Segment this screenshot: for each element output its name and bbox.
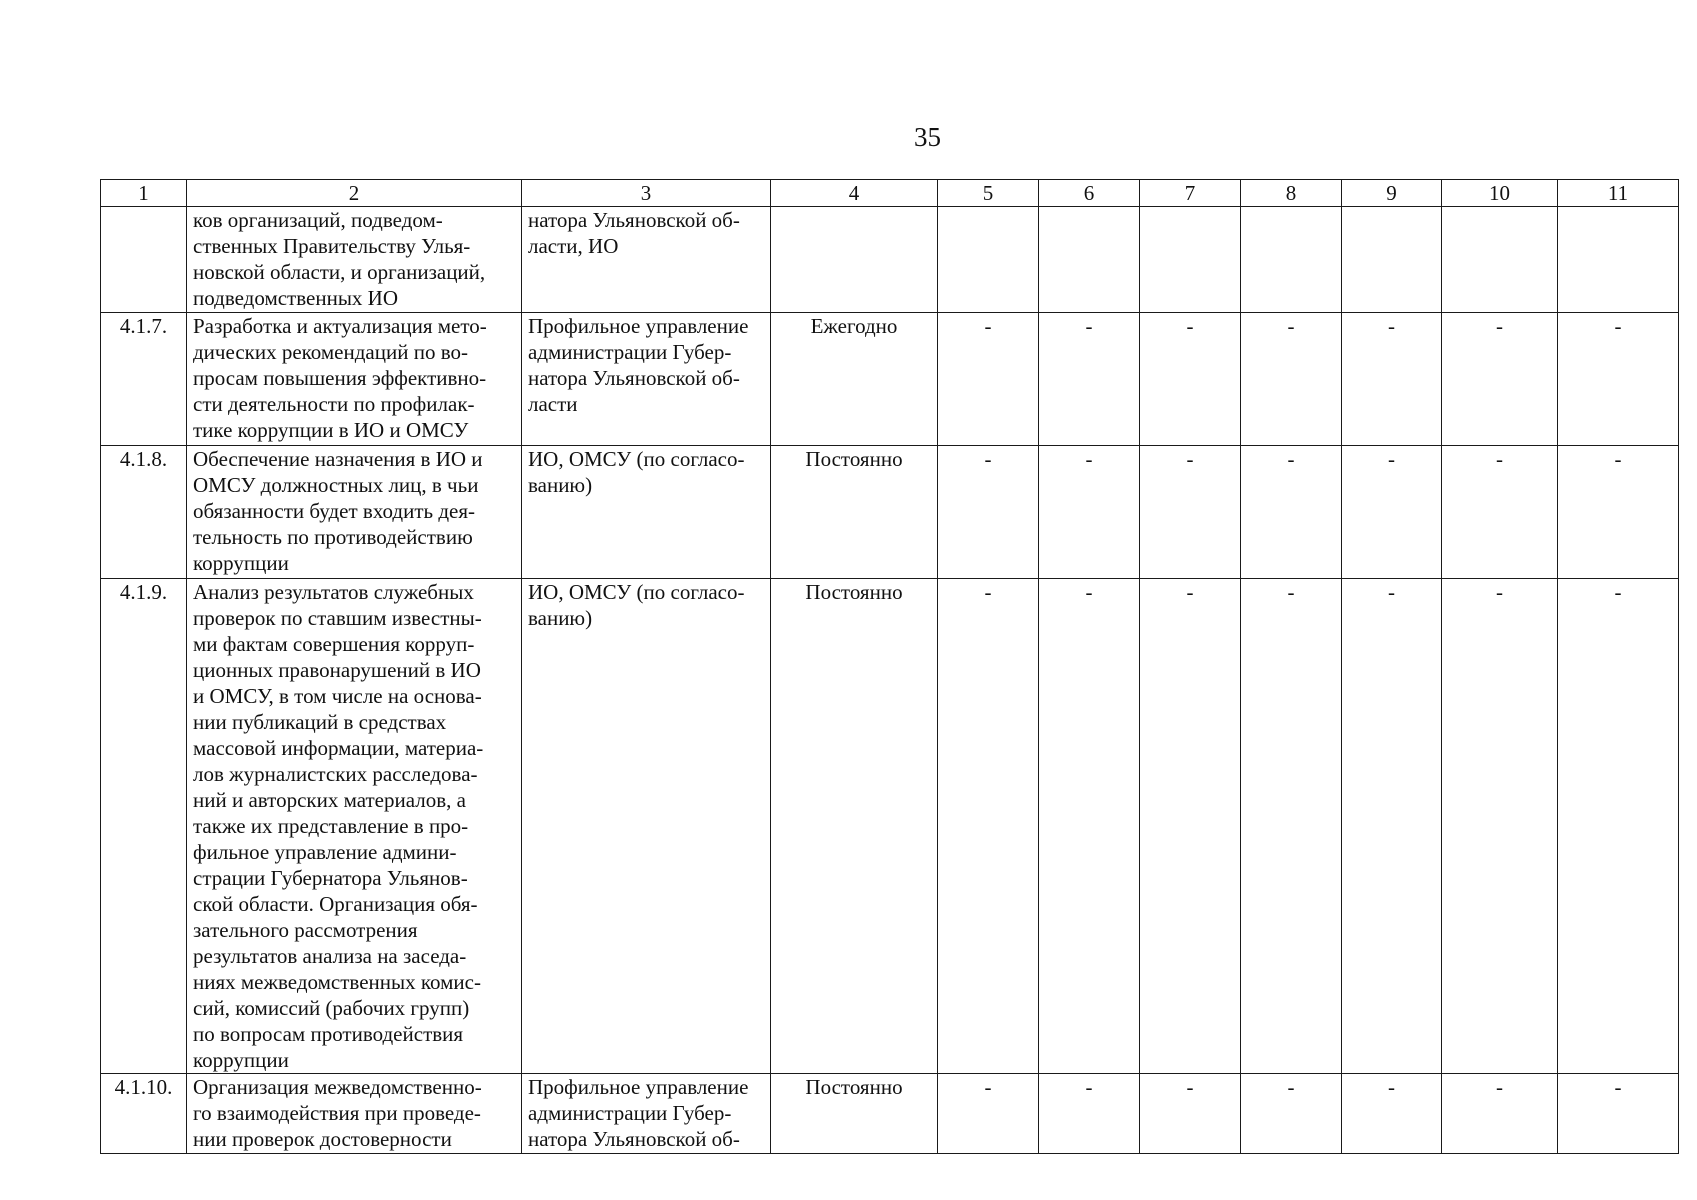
row-number: 4.1.7. (101, 313, 187, 446)
value-cell: - (1342, 1074, 1442, 1154)
value-cell: - (1442, 313, 1558, 446)
value-cell: - (1140, 579, 1241, 1074)
value-cell: - (938, 446, 1039, 579)
term-text: Постоянно (771, 1074, 938, 1154)
value-cell: - (1558, 579, 1679, 1074)
table-row (101, 313, 1679, 446)
value-cell (1140, 207, 1241, 313)
value-cell: - (1442, 579, 1558, 1074)
value-cell: - (1558, 1074, 1679, 1154)
value-cell: - (1342, 579, 1442, 1074)
responsible-text: ИО, ОМСУ (по согласо- ванию) (528, 447, 745, 497)
row-number: 4.1.10. (101, 1074, 187, 1154)
measures-table (100, 179, 1679, 1154)
row-number (101, 207, 187, 313)
measure-text: ков организаций, подведом- ственных Правительству Улья- новской области, и организаций, подведомственных ИО (193, 208, 486, 310)
col-header-6: 6 (1039, 180, 1140, 207)
row-number: 4.1.8. (101, 446, 187, 579)
col-header-9: 9 (1342, 180, 1442, 207)
responsible-text: Профильное управление администрации Губер- натора Ульяновской об- ласти (528, 314, 749, 416)
value-cell: - (1342, 446, 1442, 579)
column-number-header (101, 180, 1679, 207)
measure-text: Разработка и актуализация мето- дических рекомендаций по во- просам повышения эффективно- сти деятельности по профилак- тике коррупции в ИО и ОМСУ (193, 314, 487, 442)
value-cell: - (1039, 579, 1140, 1074)
value-cell: - (1241, 446, 1342, 579)
value-cell: - (1558, 313, 1679, 446)
value-cell: - (1140, 446, 1241, 579)
measure-text: Обеспечение назначения в ИО и ОМСУ должностных лиц, в чьи обязанности будет входить дея- тельность по противодействию коррупции (193, 447, 483, 575)
table-row (101, 1074, 1679, 1154)
responsible-text: ИО, ОМСУ (по согласо- ванию) (528, 580, 745, 630)
term-text: Постоянно (771, 579, 938, 1074)
table-row (101, 207, 1679, 313)
value-cell: - (1039, 446, 1140, 579)
col-header-2: 2 (187, 180, 522, 207)
row-number: 4.1.9. (101, 579, 187, 1074)
col-header-4: 4 (771, 180, 938, 207)
value-cell (938, 207, 1039, 313)
term-text: Постоянно (771, 446, 938, 579)
col-header-8: 8 (1241, 180, 1342, 207)
measure-text: Анализ результатов служебных проверок по ставшим известны- ми фактам совершения корруп- ционных правонарушений в ИО и ОМСУ, в том числе на основа- нии публикаций в средствах массовой информации, материа- лов журналистских расследова- ний и авторских материалов, а также их представление в про- фильное управление админи- страции Губернатора Ульянов- ской области. Организация обя- зательного рассмотрения результатов анализа на заседа- ниях межведомственных комис- сий, комиссий (рабочих групп) по вопросам противодействия коррупции (193, 580, 484, 1072)
responsible-text: натора Ульяновской об- ласти, ИО (528, 208, 740, 258)
value-cell (1442, 207, 1558, 313)
value-cell (1342, 207, 1442, 313)
term-text (771, 207, 938, 313)
value-cell: - (1241, 1074, 1342, 1154)
col-header-10: 10 (1442, 180, 1558, 207)
value-cell: - (938, 1074, 1039, 1154)
measure-text: Организация межведомственно- го взаимодействия при проведе- нии проверок достоверности (193, 1075, 482, 1151)
value-cell (1558, 207, 1679, 313)
value-cell: - (1342, 313, 1442, 446)
col-header-7: 7 (1140, 180, 1241, 207)
value-cell: - (1241, 313, 1342, 446)
term-text: Ежегодно (771, 313, 938, 446)
value-cell: - (938, 579, 1039, 1074)
value-cell: - (1039, 1074, 1140, 1154)
col-header-3: 3 (522, 180, 771, 207)
table-row (101, 579, 1679, 1074)
value-cell: - (1241, 579, 1342, 1074)
col-header-1: 1 (101, 180, 187, 207)
value-cell (1039, 207, 1140, 313)
value-cell (1241, 207, 1342, 313)
page-number: 35 (914, 122, 941, 152)
table-row (101, 446, 1679, 579)
value-cell: - (1140, 313, 1241, 446)
col-header-5: 5 (938, 180, 1039, 207)
value-cell: - (1442, 1074, 1558, 1154)
responsible-text: Профильное управление администрации Губер- натора Ульяновской об- (528, 1075, 749, 1151)
value-cell: - (1039, 313, 1140, 446)
value-cell: - (938, 313, 1039, 446)
col-header-11: 11 (1558, 180, 1679, 207)
value-cell: - (1140, 1074, 1241, 1154)
value-cell: - (1442, 446, 1558, 579)
value-cell: - (1558, 446, 1679, 579)
